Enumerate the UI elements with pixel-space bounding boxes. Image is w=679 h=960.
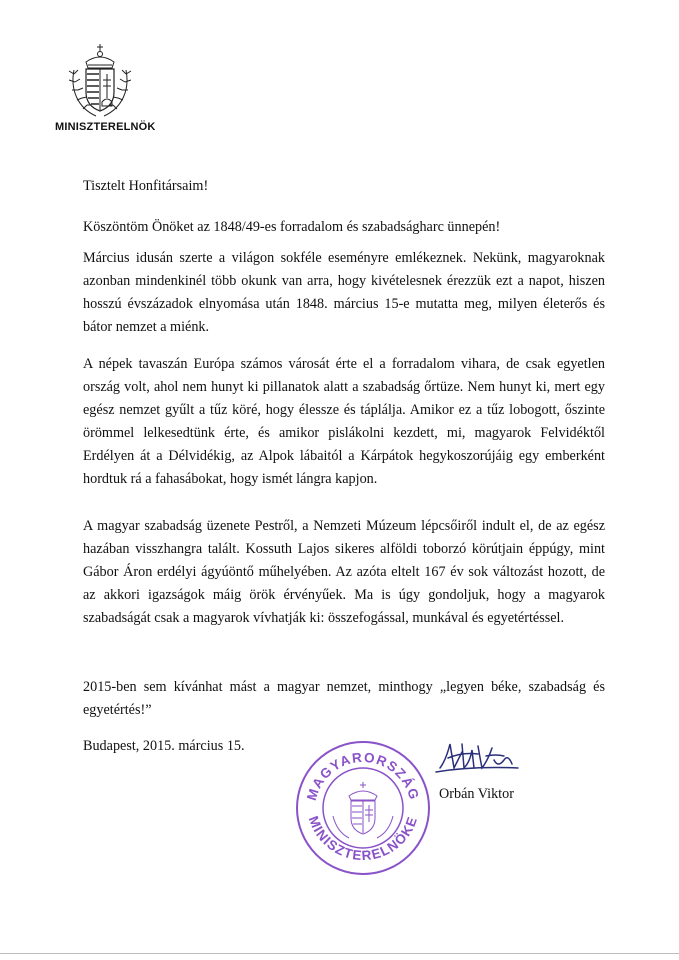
official-stamp xyxy=(293,738,433,878)
paragraph: Március idusán szerte a világon sokféle eseményre emlékeznek. Nekünk, magyaroknak azonban mindenkinél több okunk van arra, hogy kivételesnek érezzük ezt a napot, hiszen hosszú évszázadok elnyomása után 1848. március 15-e mutatta meg, milyen életerős és bátor nemzet a miénk. xyxy=(83,250,605,335)
signer-name: Orbán Viktor xyxy=(439,786,514,802)
coat-of-arms-icon xyxy=(66,38,134,120)
office-title: MINISZTERELNÖK xyxy=(55,121,156,133)
stamp-top-text: MAGYARORSZÁG xyxy=(303,749,423,803)
stamp-crest-icon xyxy=(333,782,393,838)
welcome-line: Köszöntöm Önöket az 1848/49-es forradalom és szabadságharc ünnepén! xyxy=(83,219,501,235)
greeting: Tisztelt Honfitársaim! xyxy=(83,178,209,194)
handwritten-signature xyxy=(432,738,522,780)
place-date: Budapest, 2015. március 15. xyxy=(83,738,245,754)
page-edge-divider xyxy=(0,953,679,954)
stamp-bottom-text: MINISZTERELNÖKE xyxy=(305,813,421,864)
paragraph: A népek tavaszán Európa számos városát érte el a forradalom vihara, de csak egyetlen ország volt, ahol nem hunyt ki pillanatok alatt a szabadság őrtüze. Nem hunyt ki, mert egy egész nemzet gyűlt a tűz köré, hogy élessze és táplálja. Amikor ez a tűz lobogott, őszinte örömmel lelkesedtünk érte, és amikor pislákolni kezdett, mi, magyarok Felvidéktől Erdélyen át a Délvidékig, az Alpok lábaitól a Kárpátok hegykoszorújáig egy emberként hordtuk rá a fahasábokat, hogy ismét lángra kapjon. xyxy=(83,356,605,487)
paragraph: 2015-ben sem kívánhat mást a magyar nemzet, minthogy „legyen béke, szabadság és egyetértés!” xyxy=(83,679,605,718)
paragraph: A magyar szabadság üzenete Pestről, a Nemzeti Múzeum lépcsőiről indult el, de az egész hazában visszhangra talált. Kossuth Lajos sikeres alföldi toborzó körútjain éppúgy, mint Gábor Áron erdélyi ágyúöntő műhelyében. Az azóta eltelt 167 év sok változást hozott, de az akkori igazságok máig örök érvényűek. Ma is úgy gondoljuk, hogy a magyarok szabadságát csak a magyarok vívhatják ki: összefogással, munkával és egyetértéssel. xyxy=(83,518,605,626)
